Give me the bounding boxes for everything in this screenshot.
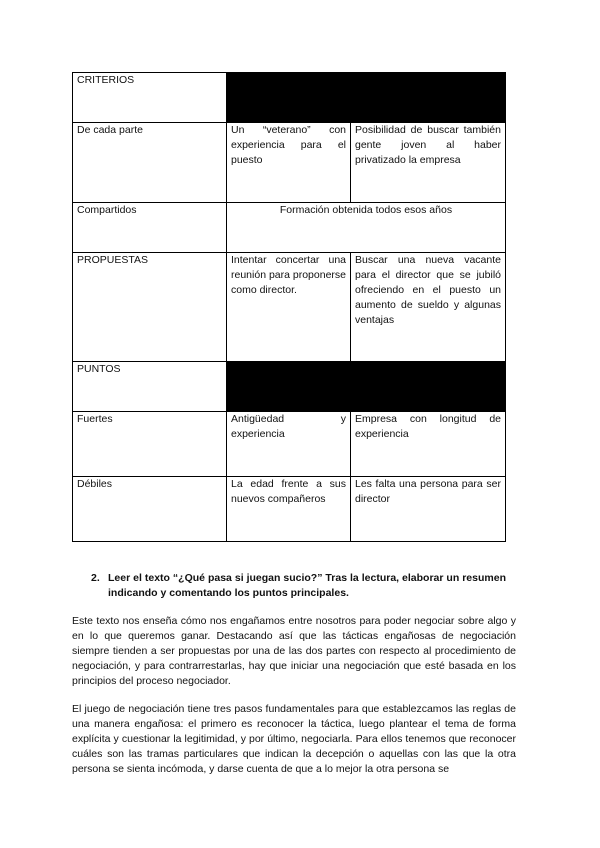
table-cell: Buscar una nueva vacante para el director que se jubiló ofreciendo en el puesto un aumento de sueldo y algunas ventajas <box>351 253 506 362</box>
body-paragraph: El juego de negociación tiene tres pasos fundamentales para que establezcamos las reglas de una manera engañosa: el primero es reconocer la táctica, luego plantear el tema de forma explícita y cuestionar la legitimidad, y por último, negociarla. Para ellos tenemos que reconocer cuáles son las tramas particulares que indican la decepción o aquellas con las que la otra persona se sienta incómoda, y darse cuenta de que a lo mejor la otra persona se <box>72 703 516 775</box>
row-label: Compartidos <box>73 203 227 253</box>
row-label: De cada parte <box>73 123 227 203</box>
table-cell: Antigüedad y experiencia <box>227 412 351 477</box>
table-row <box>73 412 506 477</box>
table-cell: Un “veterano” con experiencia para el puesto <box>227 123 351 203</box>
question-heading <box>91 571 506 601</box>
body-paragraph: Este texto nos enseña cómo nos engañamos entre nosotros para poder negociar sobre algo y en lo que queremos ganar. Destacando así que las tácticas engañosas de negociación siempre tienden a ser propuestas por una de las dos partes con respecto al procedimiento de negociación, y para contrarrestarlas, hay que iniciar una negociación que esté basada en los principios del proceso negociador. <box>72 615 516 687</box>
table-cell: Intentar concertar una reunión para proponerse como director. <box>227 253 351 362</box>
table-cell: Empresa con longitud de experiencia <box>351 412 506 477</box>
table-cell: Les falta una persona para ser director <box>351 477 506 542</box>
shared-cell: Formación obtenida todos esos años <box>227 203 506 253</box>
row-label: Débiles <box>73 477 227 542</box>
row-label: CRITERIOS <box>73 73 227 123</box>
table-cell: La edad frente a sus nuevos compañeros <box>227 477 351 542</box>
table-row <box>73 123 506 203</box>
black-header-cell <box>227 362 506 412</box>
table-row <box>73 477 506 542</box>
row-label: PROPUESTAS <box>73 253 227 362</box>
row-label: Fuertes <box>73 412 227 477</box>
black-header-cell <box>227 73 506 123</box>
table-row <box>73 253 506 362</box>
row-label: PUNTOS <box>73 362 227 412</box>
table-row <box>73 203 506 253</box>
table-cell: Posibilidad de buscar también gente joven al haber privatizado la empresa <box>351 123 506 203</box>
table-row <box>73 362 506 412</box>
negotiation-table <box>72 72 506 542</box>
question-text: Leer el texto “¿Qué pasa si juegan sucio?” Tras la lectura, elaborar un resumen indicando y comentando los puntos principales. <box>108 572 506 599</box>
table-row <box>73 73 506 123</box>
question-number: 2. <box>91 572 100 584</box>
